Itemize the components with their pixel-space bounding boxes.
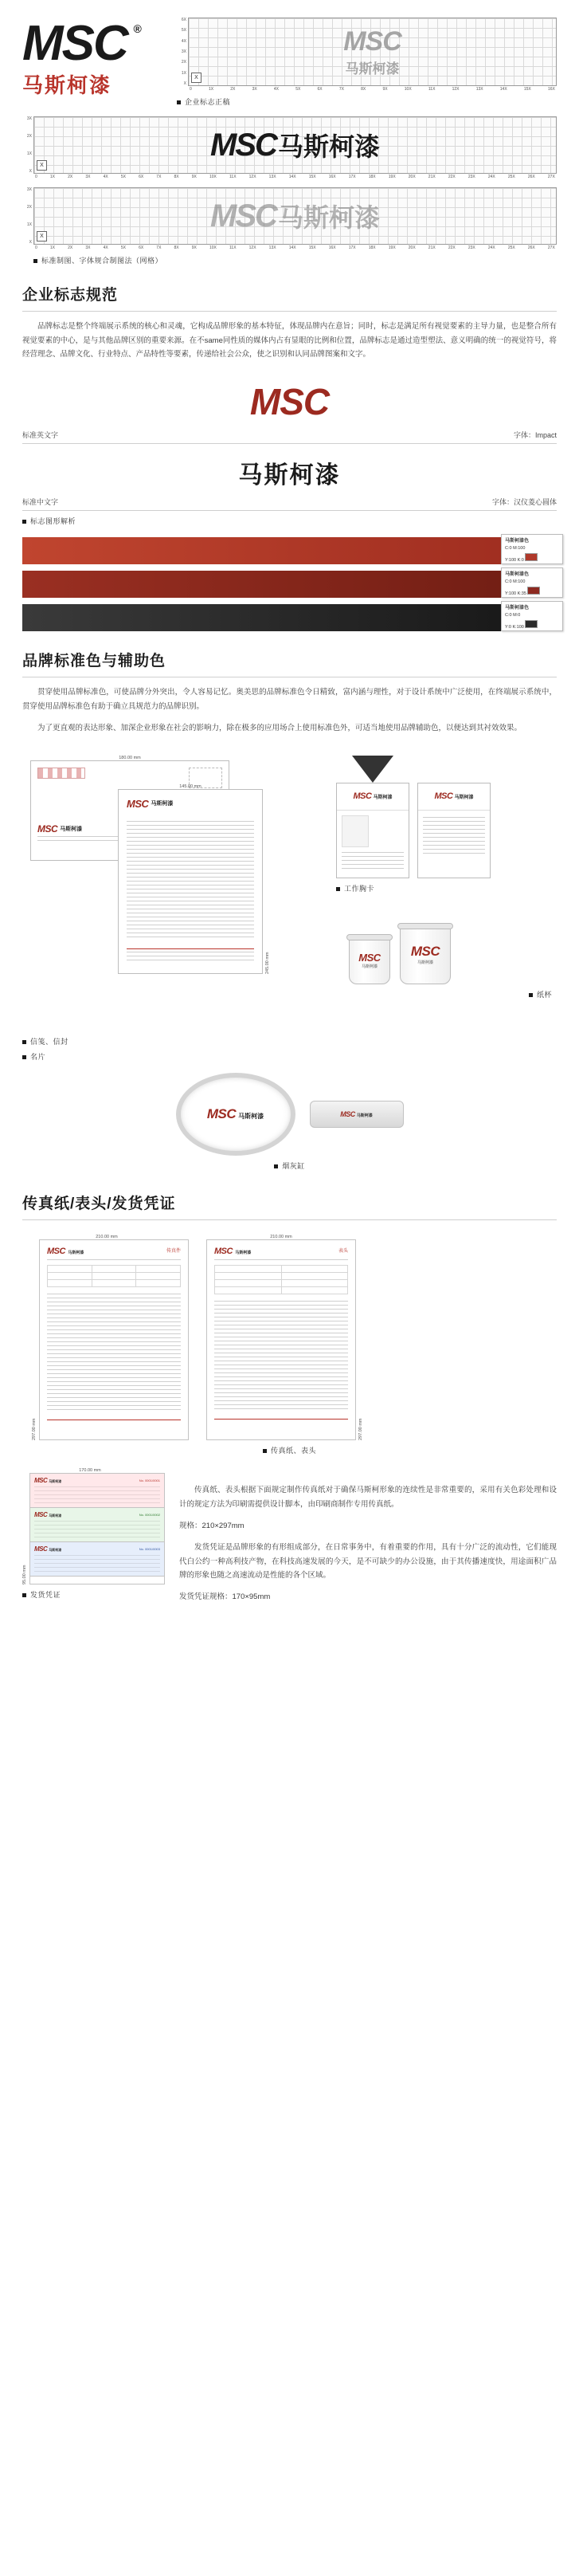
fax-paragraph-3: 发货凭证是品牌形象的有形组成部分，在日常事务中，有着重要的作用，具有十分广泛的流动性，它们能现代白公约一种高利技产物，在科技高速发展的今天，是不可缺少的办公设施，由于其传播速度快，用途面积广品牌的形象也随之高速流动是性能的各个区域。 — [179, 1543, 557, 1581]
section-color-paragraph-2: 为了更直观的表达形象、加深企业形象在社会的影响力，除在极多的应用场合上使用标准色外，可适当地使用品牌辅助色，以便达到其衬效效果。 — [37, 723, 522, 732]
color-swatch-3-tag — [501, 601, 563, 631]
ashtray-caption-text: 烟灰缸 — [282, 1161, 305, 1170]
logo-grid-3-cn: 马斯柯漆 — [277, 202, 380, 233]
cup-rim — [346, 934, 393, 940]
fax-sheet-1-wrap — [32, 1235, 189, 1440]
logo-grid-3-caption-text: 标准制图、字体规合制图法（网格） — [41, 257, 163, 265]
fax-closing-text — [179, 1468, 557, 1612]
table-cell — [92, 1272, 136, 1279]
badge-card-1 — [336, 783, 409, 878]
letterhead-body-lines — [127, 821, 254, 940]
invoice-slip-2-top — [34, 1511, 160, 1518]
invoice-caption-text: 发货凭证 — [30, 1590, 61, 1599]
logo-grid-3 — [33, 187, 557, 245]
fax-sheet-2-table — [214, 1265, 348, 1294]
fax-sheet-1 — [39, 1239, 189, 1440]
color-swatch-1-m: Y:100 K:0 — [505, 558, 524, 564]
logo-spec-row-cn — [22, 497, 557, 511]
logo-grid-2-xbox: X — [37, 160, 47, 171]
inv2-logo-en: MSC — [34, 1510, 48, 1518]
logo-grid-3-en: MSC — [210, 198, 276, 234]
divider — [22, 311, 557, 312]
logo-spec-caption-text: 标志图形解析 — [30, 517, 76, 526]
cup-caption — [336, 989, 557, 999]
cup-small-logo-en: MSC — [358, 951, 381, 964]
badge-card-2-lines — [423, 817, 485, 857]
ashtray-top-view — [176, 1073, 295, 1156]
color-swatch-3-name: 马斯柯漆色 — [505, 606, 530, 611]
paper-cup-small — [349, 937, 390, 984]
section-color-title: 品牌标准色与辅助色 — [22, 653, 166, 670]
invoice-pad — [29, 1473, 165, 1584]
table-row — [48, 1279, 181, 1286]
fax-sheet-2-footer-rule — [214, 1419, 348, 1420]
color-swatch-2-m: Y:100 K:35 — [505, 591, 526, 597]
section-color-paragraph-1: 贯穿使用品牌标准色，可使品牌分外突出，令人容易记忆。奥美思的品牌标准色令日精致，富内涵与理性，对于设计系统中广泛使用，在终端展示系统中，贯穿使用品牌标准色有助于确立具规范力的品牌识别。 — [22, 688, 557, 711]
envelope-logo-en: MSC — [37, 823, 58, 834]
paper-cup-large — [400, 925, 451, 984]
badge-card-2-header — [418, 783, 490, 811]
table-cell — [92, 1265, 136, 1272]
fax-sheet-2-wrap — [206, 1235, 363, 1440]
badge-logo-cn: 马斯柯漆 — [373, 794, 393, 800]
stationery-row-1 — [0, 743, 579, 1046]
color-swatch-1-chip — [525, 553, 538, 561]
badge2-logo-cn: 马斯柯漆 — [454, 794, 474, 800]
table-cell — [48, 1272, 92, 1279]
table-cell — [136, 1265, 181, 1272]
invoice-slip-3-lines — [34, 1555, 160, 1573]
fax-sheet-2-header — [214, 1247, 348, 1260]
color-swatch-2-bar — [22, 571, 557, 598]
ashtray-row — [0, 1062, 579, 1156]
logo-wordmark-en — [22, 16, 140, 71]
color-swatch-1 — [22, 537, 557, 564]
logo-grid-2-cn: 马斯柯漆 — [277, 132, 380, 162]
table-cell — [215, 1286, 282, 1294]
table-cell — [48, 1265, 92, 1272]
color-swatch-2-name: 马斯柯漆色 — [505, 572, 530, 578]
letter-height-dim: 245.00 mm — [265, 952, 270, 974]
fax2-logo-cn: 马斯柯漆 — [235, 1250, 252, 1255]
logo-specimen-en-wrap — [22, 369, 557, 423]
badge2-logo-en: MSC — [434, 791, 453, 802]
fax-sheet-2-width: 210.00 mm — [270, 1234, 292, 1239]
table-cell — [92, 1279, 136, 1286]
inv1-logo-cn: 马斯柯漆 — [49, 1478, 62, 1483]
table-row — [215, 1272, 348, 1279]
fax-sheets-caption-text: 传真纸、表头 — [270, 1446, 316, 1455]
cups-group — [336, 925, 557, 984]
logo-grid-2 — [33, 116, 557, 174]
envelope-caption-text: 信笺、信封 — [30, 1037, 68, 1046]
logo-spec-row-en-label: 标准英文字 — [22, 431, 59, 440]
badge-card-2 — [417, 783, 491, 878]
ashtray-logo-cn: 马斯柯漆 — [238, 1112, 264, 1120]
invoice-height-dim: 95.00 mm — [22, 1565, 27, 1584]
logo-grid-1-wrap — [177, 18, 557, 107]
fax-sheet-1-width: 210.00 mm — [96, 1234, 118, 1239]
color-swatch-3 — [22, 604, 557, 631]
invoice-slip-3-top — [34, 1545, 160, 1553]
color-swatch-3-c: C:0 M:0 — [505, 613, 521, 618]
fax-sheet-1-height: 297.00 mm — [32, 1418, 37, 1440]
color-swatch-3-m: Y:0 K:100 — [505, 625, 524, 630]
letterhead — [118, 789, 263, 974]
logo-grid-1-caption — [177, 96, 557, 107]
badge-column — [336, 756, 557, 999]
envelope-postcode-boxes — [37, 768, 85, 779]
logo-specimen-cn-wrap — [22, 444, 557, 490]
table-cell — [215, 1279, 282, 1286]
primary-logo — [22, 18, 166, 99]
logo-specimen-cn: 马斯柯漆 — [238, 461, 341, 490]
ashtray-side-view — [310, 1101, 404, 1128]
invoice-slip-1 — [30, 1474, 164, 1508]
table-cell — [281, 1272, 348, 1279]
table-cell — [281, 1279, 348, 1286]
table-cell — [48, 1279, 92, 1286]
badge-caption-text: 工作胸卡 — [344, 884, 375, 893]
logo-spec-row-cn-value: 字体：汉仪菱心圆体 — [491, 498, 557, 507]
envelope-width-dim: 180.00 mm — [119, 755, 141, 760]
color-swatch-3-chip — [525, 620, 538, 628]
fax-sheet-2-height: 297.00 mm — [358, 1418, 363, 1440]
envelope-logo-cn: 马斯柯漆 — [60, 825, 83, 832]
invoice-slip-1-lines — [34, 1486, 160, 1504]
cup-large-logo-cn: 马斯柯漆 — [417, 960, 433, 966]
logo-wordmark-cn: 马斯柯漆 — [22, 73, 112, 98]
section-logo-spec-paragraph: 品牌标志是整个终端展示系统的核心和灵魂，它构成品牌形象的基本特征，体现品牌内在意旨；同时，标志是满足所有视觉要素的主导力量，也是整合所有视觉要素的中心，是与其他品牌区别的重要来源。在不same同性质的媒体内占有显眼的比例和位置，品牌标志是通过造型塑法、意义明确的统一的视觉符号，将经营理念、品牌文化、行业特点、产品特性等要素，传递给社会公众，使之识别和认同品牌图案和文字。 — [22, 322, 557, 359]
section-fax-title: 传真纸/表头/发货凭证 — [22, 1195, 176, 1212]
badge-caption — [336, 883, 557, 893]
color-swatch-1-tag — [501, 534, 563, 564]
color-swatch-2-tag — [501, 567, 563, 598]
letterhead-footer-lines — [127, 952, 254, 963]
fax-sheet-2 — [206, 1239, 356, 1440]
namecard-caption — [0, 1051, 579, 1062]
cup-rim — [397, 923, 453, 929]
logo-grid-3-yaxis: 3X 2X 1X X — [26, 187, 32, 245]
ashtray-logo-en: MSC — [206, 1105, 237, 1121]
table-cell — [281, 1286, 348, 1294]
logo-grid-2-wrap — [0, 107, 579, 179]
fax2-doc-title: 表头 — [338, 1248, 348, 1254]
logo-grid-2-yaxis: 3X 2X 1X X — [26, 116, 32, 174]
color-swatch-1-c: C:0 M:100 — [505, 546, 526, 552]
ashtray-side-logo-en: MSC — [340, 1109, 355, 1118]
inv1-logo-en: MSC — [34, 1476, 48, 1484]
logo-grid-2-en: MSC — [210, 128, 276, 163]
badge-logo-en: MSC — [353, 791, 372, 802]
fax-sheet-1-body-lines — [47, 1294, 181, 1413]
invoice-width-dim: 170.00 mm — [79, 1467, 101, 1473]
table-row — [215, 1286, 348, 1294]
logo-spec-caption — [22, 516, 557, 526]
logo-specimen-en: MSC — [249, 381, 330, 423]
fax-sheets — [0, 1228, 579, 1440]
logo-grid-3-xaxis: 0 1X 2X 3X 4X 5X 6X 7X 8X 9X 10X 11X 12X 13X 14X 15X 16X 17X 18X 19X 20X 21X 22X 23X 24X 25X 26X 27X — [35, 245, 555, 250]
invoice-slip-2 — [30, 1508, 164, 1542]
registered-mark-icon: ® — [133, 22, 140, 35]
fax2-logo-en: MSC — [214, 1246, 233, 1256]
section-logo-spec-title: 企业标志规范 — [22, 287, 119, 304]
ashtray-caption — [0, 1160, 579, 1171]
invoice-slip-3 — [30, 1542, 164, 1577]
fax-paragraph-1: 传真纸、表头根据下面规定制作传真纸对于确保马斯柯形象的连续性是非常重要的，采用有关色彩处理和设计的规定方法为印刷需提供设计脚本，由印刷商制作专用传真纸。 — [179, 1486, 557, 1509]
fax-paragraph-4: 发货凭证规格：170×95mm — [179, 1592, 271, 1602]
inv3-logo-cn: 马斯柯漆 — [49, 1547, 62, 1552]
logo-grid-3-wrap — [0, 179, 579, 265]
logo-spec-row-en-value: 字体：Impact — [513, 431, 557, 440]
letterhead-footer-rule — [127, 948, 254, 949]
ashtray-side-logo-cn: 马斯柯漆 — [356, 1113, 373, 1118]
table-cell — [281, 1265, 348, 1272]
logo-grid-1-caption-text: 企业标志正稿 — [185, 98, 231, 106]
color-swatch-3-bar — [22, 604, 557, 631]
table-row — [215, 1279, 348, 1286]
invoice-row — [0, 1455, 579, 1612]
inv2-number: No. 0001/0002 — [139, 1512, 160, 1517]
table-row — [48, 1272, 181, 1279]
fax1-doc-title: 传真件 — [166, 1248, 181, 1254]
badge-info-lines — [342, 852, 404, 870]
letterhead-logo-cn: 马斯柯漆 — [151, 800, 174, 807]
inv3-number: No. 0001/0003 — [139, 1546, 160, 1551]
table-row — [215, 1265, 348, 1272]
badge-front — [336, 756, 409, 878]
logo-msc-text: MSC — [22, 16, 127, 71]
divider — [22, 1219, 557, 1220]
fax1-logo-cn: 马斯柯漆 — [68, 1250, 84, 1255]
envelope-caption — [22, 1036, 325, 1046]
color-swatch-2-c: C:0 M:100 — [505, 579, 526, 585]
table-row — [48, 1265, 181, 1272]
section-fax — [0, 1171, 579, 1220]
fax-paragraph-2: 规格：210×297mm — [179, 1522, 245, 1530]
badge-lanyard — [352, 756, 393, 783]
fax-sheets-caption — [0, 1445, 579, 1455]
logo-grid-1 — [188, 18, 557, 86]
invoice-slip-1-top — [34, 1477, 160, 1484]
fax-sheet-2-body-lines — [214, 1301, 348, 1412]
logo-grid-3-caption — [33, 255, 557, 265]
letterhead-logo-en: MSC — [127, 797, 149, 810]
color-swatches — [0, 526, 579, 631]
cup-small-logo-cn: 马斯柯漆 — [361, 964, 378, 969]
color-swatch-2-chip — [527, 587, 540, 595]
invoice-wrap — [22, 1468, 165, 1600]
badge-photo-placeholder — [342, 815, 369, 847]
logo-grid-1-xaxis: 0 1X 2X 3X 4X 5X 6X 7X 8X 9X 10X 11X 12X 13X 14X 15X 16X — [190, 87, 555, 92]
ashtray-side-wrap — [310, 1101, 404, 1128]
table-cell — [215, 1272, 282, 1279]
color-swatch-1-name: 马斯柯漆色 — [505, 539, 530, 544]
envelope-letter-group — [22, 756, 325, 1046]
inv1-number: No. 0001/0001 — [139, 1478, 160, 1482]
logo-spec-row-cn-label: 标准中文字 — [22, 498, 59, 507]
invoice-caption — [22, 1589, 165, 1600]
section-logo-spec — [0, 265, 579, 526]
badge-card-1-header — [337, 783, 409, 811]
letterhead-wrap — [118, 784, 270, 974]
invoice-slip-2-lines — [34, 1521, 160, 1538]
fax-sheet-1-header — [47, 1247, 181, 1260]
table-cell — [215, 1265, 282, 1272]
color-swatch-1-bar — [22, 537, 557, 564]
letter-width-dim: 145.00 mm — [179, 783, 201, 789]
table-cell — [136, 1272, 181, 1279]
cup-large-logo-en: MSC — [410, 944, 440, 960]
inv2-logo-cn: 马斯柯漆 — [49, 1513, 62, 1518]
logo-overview — [0, 0, 579, 107]
namecard-caption-text: 名片 — [30, 1052, 46, 1061]
section-color — [0, 638, 579, 735]
logo-grid-1-ghost-cn: 马斯柯漆 — [345, 61, 400, 77]
color-swatch-2 — [22, 571, 557, 598]
cup-caption-text: 纸杯 — [536, 990, 552, 999]
logo-grid-3-xbox: X — [37, 231, 47, 242]
logo-grid-1-xbox: X — [191, 73, 201, 83]
logo-grid-2-xaxis: 0 1X 2X 3X 4X 5X 6X 7X 8X 9X 10X 11X 12X 13X 14X 15X 16X 17X 18X 19X 20X 21X 22X 23X 24X 25X 26X 27X — [35, 175, 555, 179]
fax1-logo-en: MSC — [47, 1246, 65, 1256]
fax-sheet-1-table — [47, 1265, 181, 1287]
logo-grid-1-yaxis: 6X 5X 4X 3X 2X 1X X — [181, 18, 186, 86]
table-cell — [136, 1279, 181, 1286]
inv3-logo-en: MSC — [34, 1545, 48, 1553]
logo-spec-row-en — [22, 430, 557, 444]
logo-grid-1-ghost-en: MSC — [343, 26, 401, 57]
badge-back — [417, 756, 491, 878]
